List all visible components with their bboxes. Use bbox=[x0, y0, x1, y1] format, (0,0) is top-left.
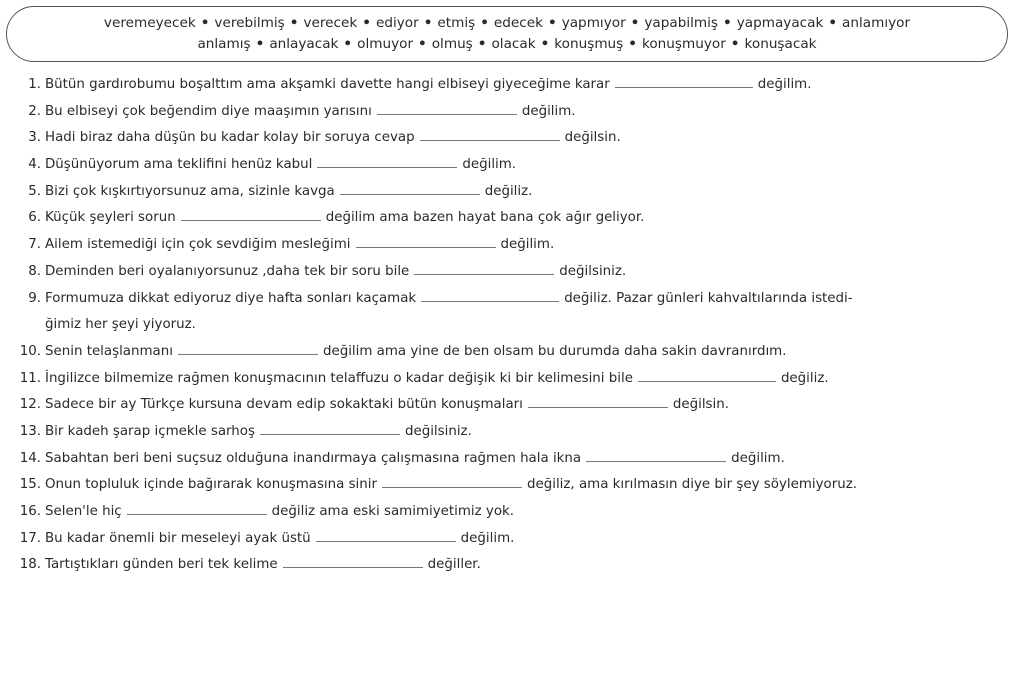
exercise-sentence bbox=[45, 259, 626, 286]
word-bank-word: anlamıyor bbox=[842, 15, 911, 31]
word-bank-word: konuşacak bbox=[744, 36, 817, 52]
sentence-before-blank: Bir kadeh şarap içmekle sarhoş bbox=[45, 423, 255, 439]
word-bank-word: etmiş bbox=[437, 15, 476, 31]
sentence-after-blank: değiliz ama eski samimiyetimiz yok. bbox=[271, 504, 515, 520]
sentence-after-blank: değilim ama yine de ben olsam bu durumda daha sakin davranırdım. bbox=[322, 343, 787, 359]
exercise-number: 15. bbox=[19, 477, 41, 493]
sentence-before-blank: Sabahtan beri beni suçsuz olduğuna inandırmaya çalışmasına rağmen hala ikna bbox=[45, 450, 582, 466]
word-separator: • bbox=[477, 36, 487, 52]
exercise-item bbox=[0, 472, 1023, 499]
word-bank-word: olacak bbox=[491, 36, 536, 52]
word-separator: • bbox=[630, 15, 640, 31]
exercise-number: 10. bbox=[19, 343, 41, 359]
exercise-number: 9. bbox=[28, 290, 41, 306]
exercise-number: 5. bbox=[28, 183, 41, 199]
answer-blank[interactable] bbox=[316, 529, 456, 542]
word-bank-word: anlayacak bbox=[269, 36, 339, 52]
exercise-number: 7. bbox=[28, 237, 41, 253]
exercise-sentence bbox=[45, 339, 787, 366]
exercise-item bbox=[0, 99, 1023, 126]
word-bank-word: veremeyecek bbox=[103, 15, 196, 31]
word-separator: • bbox=[255, 36, 265, 52]
exercise-sentence bbox=[45, 392, 729, 419]
exercise-item bbox=[0, 152, 1023, 179]
exercise-item bbox=[0, 366, 1023, 393]
word-bank-word: yapmıyor bbox=[561, 15, 626, 31]
word-bank-box bbox=[6, 6, 1008, 62]
word-separator: • bbox=[540, 36, 550, 52]
word-bank-word: verecek bbox=[303, 15, 358, 31]
sentence-after-blank: değilim. bbox=[521, 103, 576, 119]
word-bank-word: verebilmiş bbox=[214, 15, 285, 31]
answer-blank[interactable] bbox=[178, 342, 318, 355]
exercise-sentence bbox=[45, 125, 621, 152]
sentence-before-blank: Bu elbiseyi çok beğendim diye maaşımın yarısını bbox=[45, 103, 372, 119]
exercise-number: 2. bbox=[28, 103, 41, 119]
exercise-number: 16. bbox=[19, 504, 41, 520]
exercise-item bbox=[0, 526, 1023, 553]
sentence-before-blank: Bu kadar önemli bir meseleyi ayak üstü bbox=[45, 530, 311, 546]
exercise-number: 8. bbox=[28, 263, 41, 279]
answer-blank[interactable] bbox=[127, 502, 267, 515]
exercise-number: 13. bbox=[19, 423, 41, 439]
answer-blank[interactable] bbox=[528, 395, 668, 408]
word-separator: • bbox=[362, 15, 371, 31]
answer-blank[interactable] bbox=[421, 289, 559, 302]
exercise-item bbox=[0, 339, 1023, 366]
word-separator: • bbox=[723, 15, 732, 31]
word-bank-word: yapmayacak bbox=[736, 15, 824, 31]
exercise-sentence bbox=[45, 472, 857, 499]
exercise-sentence bbox=[45, 552, 481, 579]
word-bank-word: anlamış bbox=[197, 36, 251, 52]
exercise-number: 6. bbox=[28, 210, 41, 226]
sentence-after-blank: değilsin. bbox=[564, 130, 621, 146]
word-separator: • bbox=[547, 15, 557, 31]
sentence-before-blank: Deminden beri oyalanıyorsunuz ,daha tek bir soru bile bbox=[45, 263, 410, 279]
word-separator: • bbox=[289, 15, 299, 31]
exercise-sentence bbox=[45, 152, 516, 179]
sentence-after-blank: değilim. bbox=[460, 530, 515, 546]
answer-blank[interactable] bbox=[356, 235, 496, 248]
sentence-after-blank: değilsin. bbox=[672, 397, 729, 413]
word-bank-word: konuşmuyor bbox=[641, 36, 726, 52]
exercise-sentence bbox=[45, 286, 853, 313]
exercise-number: 11. bbox=[19, 370, 41, 386]
exercise-item bbox=[0, 446, 1023, 473]
sentence-before-blank: İngilizce bilmemize rağmen konuşmacının telaffuzu o kadar değişik ki bir kelimesini bile bbox=[45, 370, 633, 386]
word-separator: • bbox=[418, 36, 427, 52]
answer-blank[interactable] bbox=[638, 369, 776, 382]
word-separator: • bbox=[828, 15, 838, 31]
exercise-item bbox=[0, 392, 1023, 419]
word-bank-line-2 bbox=[197, 34, 816, 55]
exercise-item bbox=[0, 552, 1023, 579]
exercise-number: 4. bbox=[28, 157, 41, 173]
sentence-after-blank: değilim. bbox=[462, 157, 517, 173]
word-separator: • bbox=[343, 36, 353, 52]
word-separator: • bbox=[480, 15, 489, 31]
exercise-number: 18. bbox=[19, 557, 41, 573]
word-bank-word: konuşmuş bbox=[554, 36, 624, 52]
answer-blank[interactable] bbox=[181, 208, 321, 221]
sentence-after-blank: değilim. bbox=[500, 237, 555, 253]
sentence-before-blank: Formumuza dikkat ediyoruz diye hafta sonları kaçamak bbox=[45, 290, 417, 306]
sentence-before-blank: Selen'le hiç bbox=[45, 504, 122, 520]
sentence-continuation: ğimiz her şeyi yiyoruz. bbox=[45, 317, 196, 333]
exercise-number: 3. bbox=[28, 130, 41, 146]
word-separator: • bbox=[628, 36, 637, 52]
answer-blank[interactable] bbox=[420, 128, 560, 141]
exercise-list bbox=[0, 72, 1023, 579]
exercise-sentence bbox=[45, 72, 811, 99]
sentence-before-blank: Bizi çok kışkırtıyorsunuz ama, sizinle kavga bbox=[45, 183, 335, 199]
word-bank-line-1 bbox=[104, 13, 910, 34]
sentence-after-blank: değilsiniz. bbox=[404, 423, 472, 439]
word-separator: • bbox=[200, 15, 210, 31]
exercise-sentence bbox=[45, 419, 472, 446]
sentence-after-blank: değiliz, ama kırılmasın diye bir şey söylemiyoruz. bbox=[527, 477, 857, 493]
word-bank-word: olmuş bbox=[431, 36, 473, 52]
exercise-item bbox=[0, 286, 1023, 339]
exercise-number: 14. bbox=[19, 450, 41, 466]
word-bank-word: ediyor bbox=[375, 15, 419, 31]
word-separator: • bbox=[423, 15, 433, 31]
answer-blank[interactable] bbox=[615, 75, 753, 88]
sentence-after-blank: değiliz. bbox=[780, 370, 829, 386]
sentence-after-blank: değiliz. Pazar günleri kahvaltılarında istedi- bbox=[564, 290, 853, 306]
exercise-number: 17. bbox=[19, 530, 41, 546]
exercise-item bbox=[0, 125, 1023, 152]
sentence-before-blank: Düşünüyorum ama teklifini henüz kabul bbox=[45, 157, 313, 173]
exercise-sentence bbox=[45, 499, 514, 526]
sentence-after-blank: değilim ama bazen hayat bana çok ağır geliyor. bbox=[325, 210, 645, 226]
answer-blank[interactable] bbox=[414, 262, 554, 275]
exercise-sentence bbox=[45, 99, 576, 126]
sentence-before-blank: Hadi biraz daha düşün bu kadar kolay bir soruya cevap bbox=[45, 130, 415, 146]
sentence-before-blank: Tartıştıkları günden beri tek kelime bbox=[45, 557, 278, 573]
answer-blank[interactable] bbox=[283, 555, 423, 568]
exercise-sentence bbox=[45, 526, 514, 553]
answer-blank[interactable] bbox=[317, 155, 457, 168]
exercise-number: 1. bbox=[28, 77, 41, 92]
exercise-sentence bbox=[45, 232, 554, 259]
exercise-number: 12. bbox=[19, 397, 41, 413]
sentence-before-blank: Onun topluluk içinde bağırarak konuşmasına sinir bbox=[45, 477, 377, 493]
exercise-item bbox=[0, 205, 1023, 232]
exercise-item bbox=[0, 499, 1023, 526]
sentence-after-blank: değiliz. bbox=[484, 183, 533, 199]
answer-blank[interactable] bbox=[382, 475, 522, 488]
exercise-item bbox=[0, 179, 1023, 206]
sentence-after-blank: değilim. bbox=[731, 450, 785, 466]
answer-blank[interactable] bbox=[586, 449, 726, 462]
sentence-after-blank: değilim. bbox=[757, 77, 812, 92]
exercise-sentence bbox=[45, 446, 785, 473]
exercise-sentence bbox=[45, 205, 644, 232]
exercise-sentence bbox=[45, 179, 532, 206]
exercise-item bbox=[0, 232, 1023, 259]
sentence-before-blank: Bütün gardırobumu boşalttım ama akşamki davette hangi elbiseyi giyeceğime karar bbox=[45, 77, 610, 92]
answer-blank[interactable] bbox=[260, 422, 400, 435]
sentence-before-blank: Senin telaşlanmanı bbox=[45, 343, 173, 359]
exercise-item bbox=[0, 419, 1023, 446]
answer-blank[interactable] bbox=[377, 102, 517, 115]
word-separator: • bbox=[730, 36, 740, 52]
word-bank-word: olmuyor bbox=[357, 36, 414, 52]
sentence-before-blank: Küçük şeyleri sorun bbox=[45, 210, 176, 226]
sentence-after-blank: değilsiniz. bbox=[559, 263, 627, 279]
sentence-before-blank: Sadece bir ay Türkçe kursuna devam edip sokaktaki bütün konuşmaları bbox=[45, 397, 523, 413]
word-bank-word: edecek bbox=[493, 15, 543, 31]
exercise-item bbox=[0, 259, 1023, 286]
exercise-item bbox=[0, 72, 1023, 99]
answer-blank[interactable] bbox=[340, 182, 480, 195]
sentence-before-blank: Ailem istemediği için çok sevdiğim mesleğimi bbox=[45, 237, 351, 253]
exercise-sentence bbox=[45, 366, 829, 393]
sentence-after-blank: değiller. bbox=[427, 557, 481, 573]
word-bank-word: yapabilmiş bbox=[644, 15, 718, 31]
